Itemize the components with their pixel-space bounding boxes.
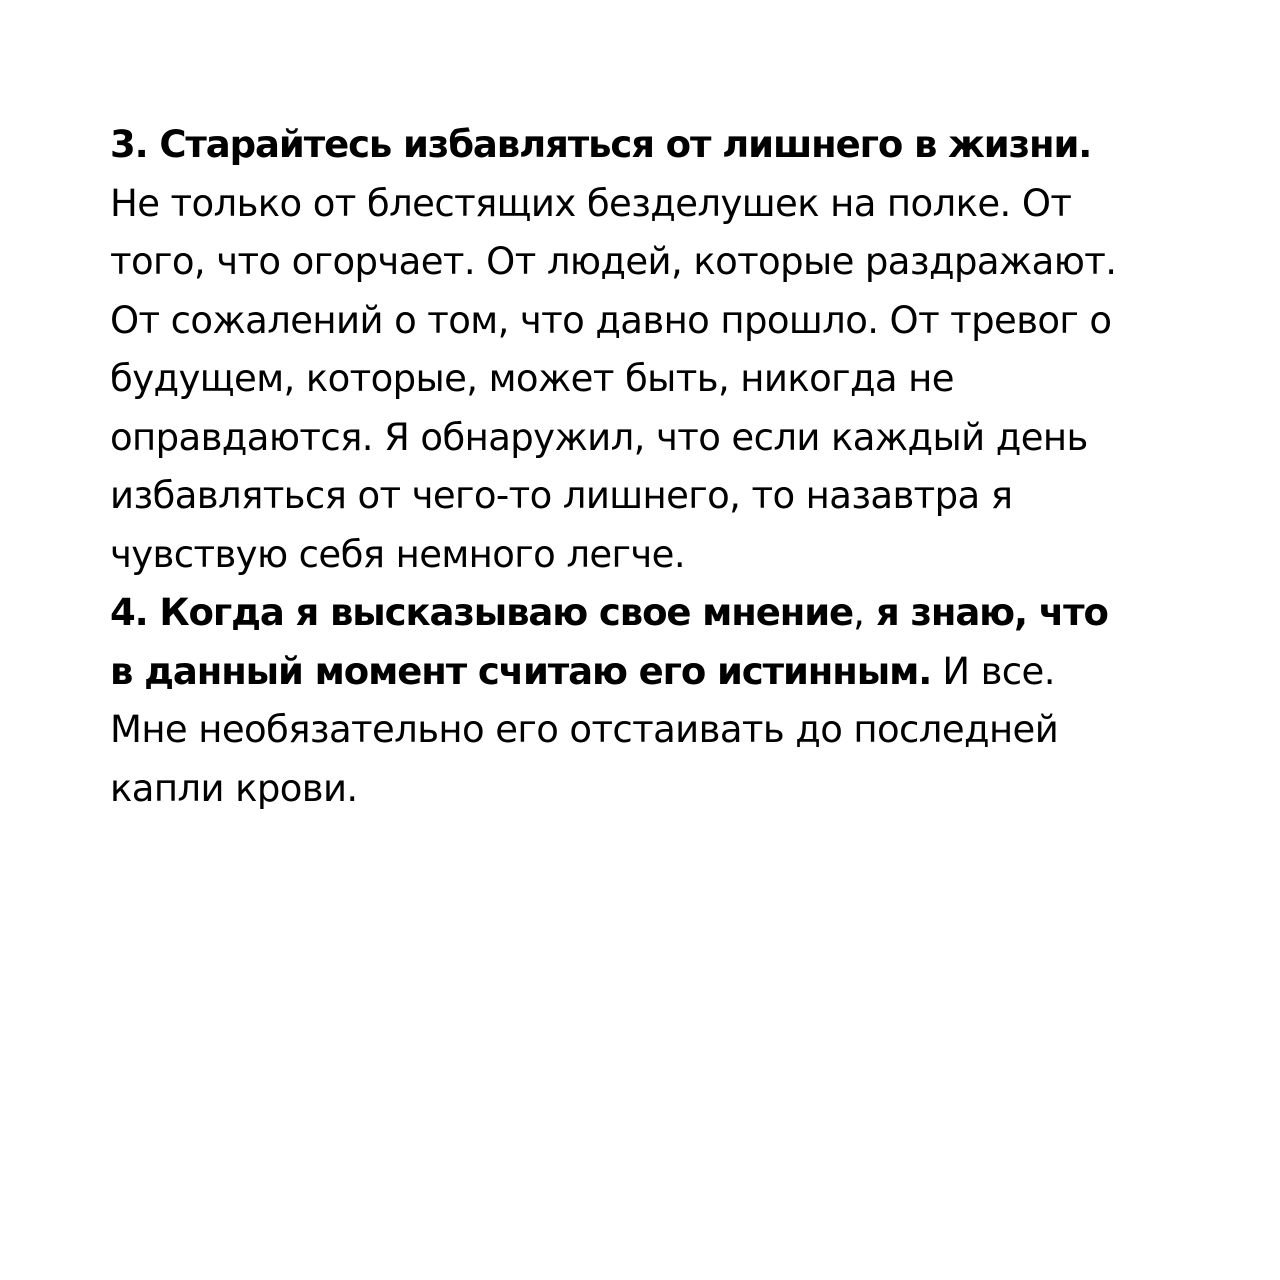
document-body (110, 116, 1220, 818)
section-3-line-6: избавляться от чего-то лишнего, то назавтра я (110, 474, 1013, 517)
section-4-heading-part-2: я знаю, что (864, 591, 1108, 634)
section-4-line-1: Мне необязательно его отстаивать до последней (110, 708, 1059, 751)
section-3-heading: 3. Старайтесь избавляться от лишнего в жизни. (110, 123, 1092, 166)
section-3-line-5: оправдаются. Я обнаружил, что если каждый день (110, 415, 1088, 459)
section-4-heading-line-2-text: в данный момент считаю его истинным. (110, 649, 932, 693)
section-3-line-4: будущем, которые, может быть, никогда не (110, 357, 954, 400)
section-3-line-3: От сожалений о том, что давно прошло. От тревог о (110, 298, 1112, 342)
section-4-heading-part-1: 4. Когда я высказываю свое мнение (110, 591, 854, 634)
section-4-line-2: капли крови. (110, 766, 358, 810)
section-4-heading-line-2 (110, 643, 1220, 702)
section-3-line-1: Не только от блестящих безделушек на полке. От (110, 181, 1072, 225)
section-4-heading-line-1 (110, 584, 1220, 643)
section-4-after-heading: И все. (931, 649, 1055, 693)
section-4-heading-comma: , (853, 591, 865, 634)
section-3-line-2: того, что огорчает. От людей, которые раздражают. (110, 240, 1117, 283)
section-3-line-7: чувствую себя немного легче. (110, 532, 685, 576)
